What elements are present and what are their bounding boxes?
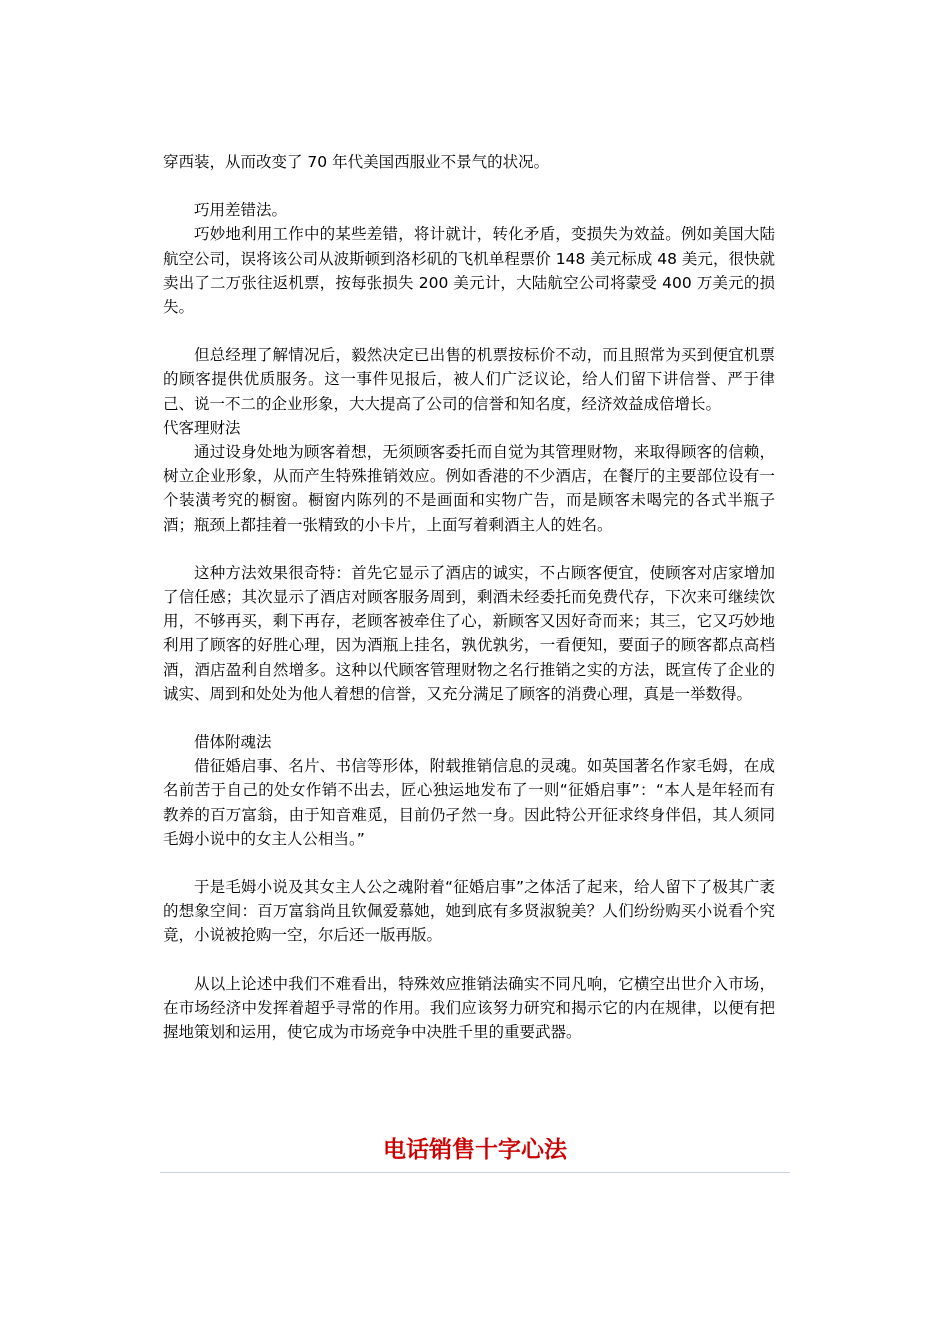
paragraph-vessel-method-example: 借征婚启事、名片、书信等形体，附载推销信息的灵魂。如英国著名作家毛姆，在成名前苦于自己的处女作销不出去，匠心独运地发布了一则“征婚启事”：“本人是年轻而有教养的百万富翁，由于知音难觅，目前仍孑然一身。因此特公开征求终身伴侣，其人须同毛姆小说中的女主人公相当。” (163, 757, 775, 848)
paragraph-mistake-method-outcome: 但总经理了解情况后，毅然决定已出售的机票按标价不动，而且照常为买到便宜机票的顾客提供优质服务。这一事件见报后，被人们广泛议论，给人们留下讲信誉、严于律己、说一不二的企业形象，大大提高了公司的信誉和知名度，经济效益成倍增长。 (163, 346, 775, 413)
paragraph-custody-method-effect: 这种方法效果很奇特：首先它显示了酒店的诚实，不占顾客便宜，使顾客对店家增加了信任感；其次显示了酒店对顾客服务周到，剩酒未经委托而免费代存，下次来可继续饮用，不够再买，剩下再存，老顾客被牵住了心，新顾客又因好奇而来；其三，它又巧妙地利用了顾客的好胜心理，因为酒瓶上挂名，孰优孰劣，一看便知，要面子的顾客都点高档酒，酒店盈利自然增多。这种以代顾客管理财物之名行推销之实的方法，既宣传了企业的诚实、周到和处处为他人着想的信誉，又充分满足了顾客的消费心理，真是一举数得。 (163, 563, 775, 703)
section-heading-mistake-method: 巧用差错法。 (194, 201, 288, 220)
paragraph-custody-method-example: 通过设身处地为顾客着想，无须顾客委托而自觉为其管理财物，来取得顾客的信赖，树立企业形象，从而产生特殊推销效应。例如香港的不少酒店，在餐厅的主要部位设有一个装潢考究的橱窗。橱窗内陈列的不是画面和实物广告，而是顾客未喝完的各式半瓶子酒；瓶颈上都挂着一张精致的小卡片，上面写着剩酒主人的姓名。 (163, 443, 775, 534)
paragraph-spacer (163, 537, 775, 561)
paragraph-spacer (163, 174, 775, 198)
section-heading-vessel-method: 借体附魂法 (194, 733, 272, 752)
next-article-header (160, 1132, 790, 1173)
document-body (163, 150, 775, 1044)
paragraph-spacer (163, 706, 775, 730)
paragraph-mistake-method-example: 巧妙地利用工作中的某些差错，将计就计，转化矛盾，变损失为效益。例如美国大陆航空公司，误将该公司从波斯顿到洛杉矶的飞机单程票价 148 美元标成 48 美元，很快就卖出了二万张往返机票，按每张损失 200 美元计，大陆航空公司将蒙受 400 万美元的损失。 (163, 225, 775, 317)
opening-line: 穿西装，从而改变了 70 年代美国西服业不景气的状况。 (163, 153, 550, 171)
paragraph-conclusion: 从以上论述中我们不难看出，特殊效应推销法确实不同凡响，它横空出世介入市场，在市场经济中发挥着超乎寻常的作用。我们应该努力研究和揭示它的内在规律，以便有把握地策划和运用，使它成为市场竞争中决胜千里的重要武器。 (163, 974, 775, 1042)
paragraph-spacer (163, 319, 775, 343)
paragraph-vessel-method-outcome: 于是毛姆小说及其女主人公之魂附着“征婚启事”之体活了起来，给人留下了极其广袤的想象空间：百万富翁尚且钦佩爱慕她，她到底有多贤淑貌美？人们纷纷购买小说看个究竟，小说被抢购一空，尔后还一版再版。 (163, 878, 775, 945)
section-heading-custody-method: 代客理财法 (163, 418, 241, 437)
title-underline-rule (160, 1172, 790, 1173)
next-article-title: 电话销售十字心法 (383, 1137, 567, 1163)
paragraph-spacer (163, 948, 775, 972)
paragraph-spacer (163, 851, 775, 875)
